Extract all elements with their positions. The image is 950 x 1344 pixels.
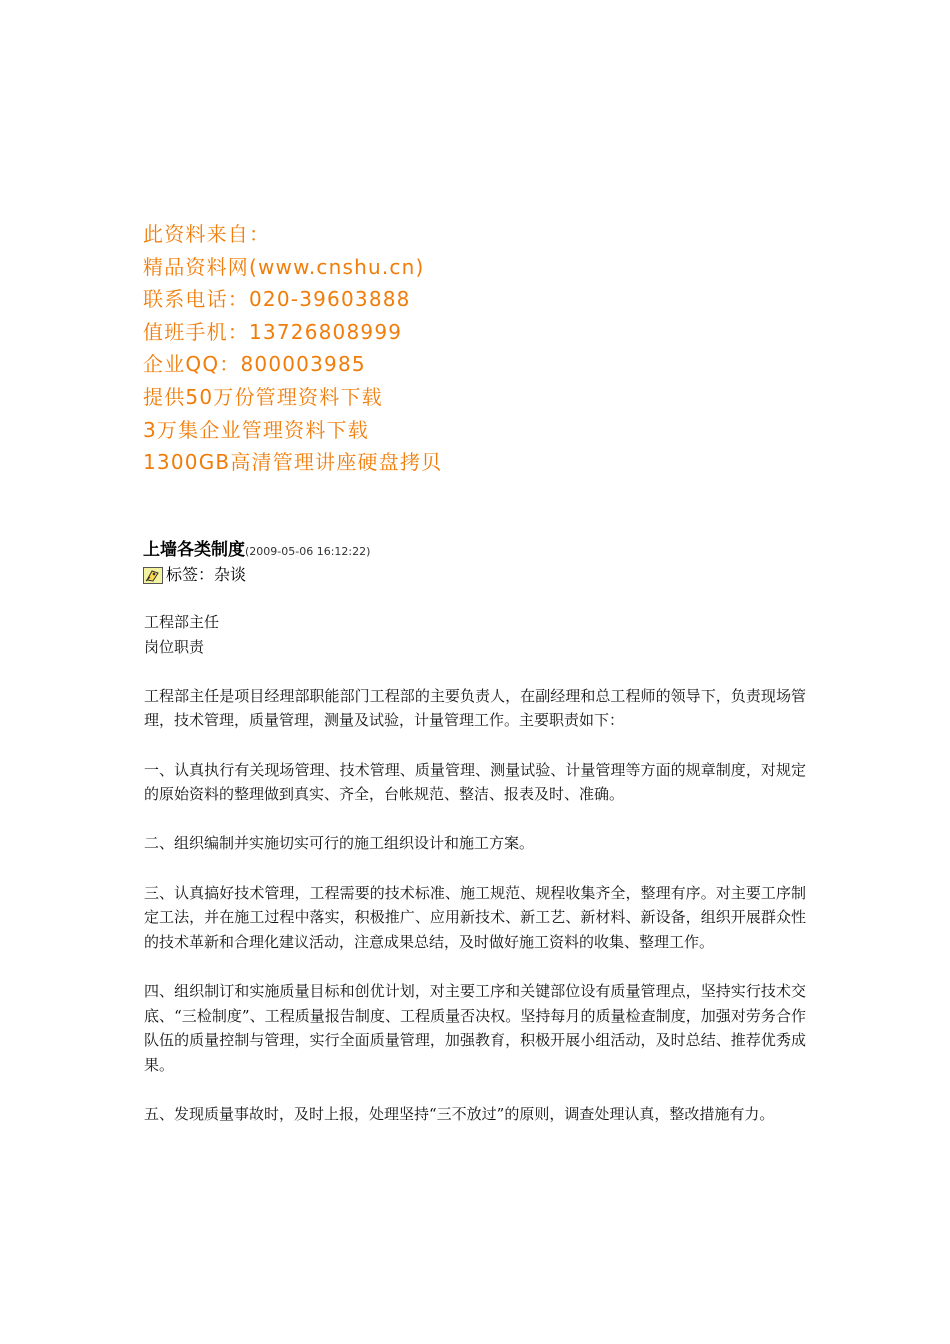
promo-offer-line: 提供50万份管理资料下载	[143, 384, 383, 409]
post-title-row	[143, 538, 803, 564]
paragraph-gap	[144, 856, 806, 881]
promo-block	[143, 218, 643, 479]
duty-item-5: 五、发现质量事故时，及时上报，处理坚持“三不放过”的原则，调查处理认真，整改措施有力。	[144, 1104, 775, 1123]
paragraph-gap	[144, 1077, 806, 1102]
promo-source-line: 此资料来自：	[143, 222, 271, 246]
promo-qq-line: 企业QQ：800003985	[143, 352, 366, 377]
paragraph-gap	[144, 733, 806, 758]
post-title: 上墙各类制度	[143, 540, 245, 560]
post-datetime: (2009-05-06 16:12:22)	[245, 545, 371, 558]
promo-offer-line: 3万集企业管理资料下载	[143, 417, 369, 442]
tag-row	[143, 564, 803, 586]
duty-item-2: 二、组织编制并实施切实可行的施工组织设计和施工方案。	[144, 834, 535, 853]
paragraph-gap	[144, 954, 806, 979]
article-body	[144, 610, 806, 1126]
paragraph-gap	[144, 807, 806, 832]
intro-paragraph: 工程部主任是项目经理部职能部门工程部的主要负责人，在副经理和总工程师的领导下，负责现场管理，技术管理，质量管理，测量及试验，计量管理工作。主要职责如下：	[144, 686, 806, 730]
paragraph-gap	[144, 659, 806, 684]
promo-website-line: 精品资料网(www.cnshu.cn)	[143, 254, 425, 279]
promo-phone-line: 联系电话：020-39603888	[143, 287, 411, 312]
duty-item-3: 三、认真搞好技术管理，工程需要的技术标准、施工规范、规程收集齐全，整理有序。对主要工序制定工法，并在施工过程中落实，积极推广、应用新技术、新工艺、新材料、新设备，组织开展群众性的技术革新和合理化建议活动，注意成果总结，及时做好施工资料的收集、整理工作。	[144, 883, 806, 951]
promo-offer-line: 1300GB高清管理讲座硬盘拷贝	[143, 450, 443, 475]
duty-item-1: 一、认真执行有关现场管理、技术管理、质量管理、测量试验、计量管理等方面的规章制度，对规定的原始资料的整理做到真实、齐全，台帐规范、整洁、报表及时、准确。	[144, 760, 806, 804]
duty-item-4: 四、组织制订和实施质量目标和创优计划，对主要工序和关键部位设有质量管理点，坚持实行技术交底、“三检制度”、工程质量报告制度、工程质量否决权。坚持每月的质量检查制度，加强对劳务合作队伍的质量控制与管理，实行全面质量管理，加强教育，积极开展小组活动，及时总结、推荐优秀成果。	[144, 981, 806, 1074]
tag-icon	[143, 567, 163, 584]
department-heading: 工程部主任	[144, 613, 220, 631]
post-header	[143, 538, 803, 586]
section-title: 岗位职责	[144, 637, 205, 656]
promo-mobile-line: 值班手机：13726808999	[143, 319, 403, 344]
tag-label: 标签：杂谈	[166, 565, 247, 584]
